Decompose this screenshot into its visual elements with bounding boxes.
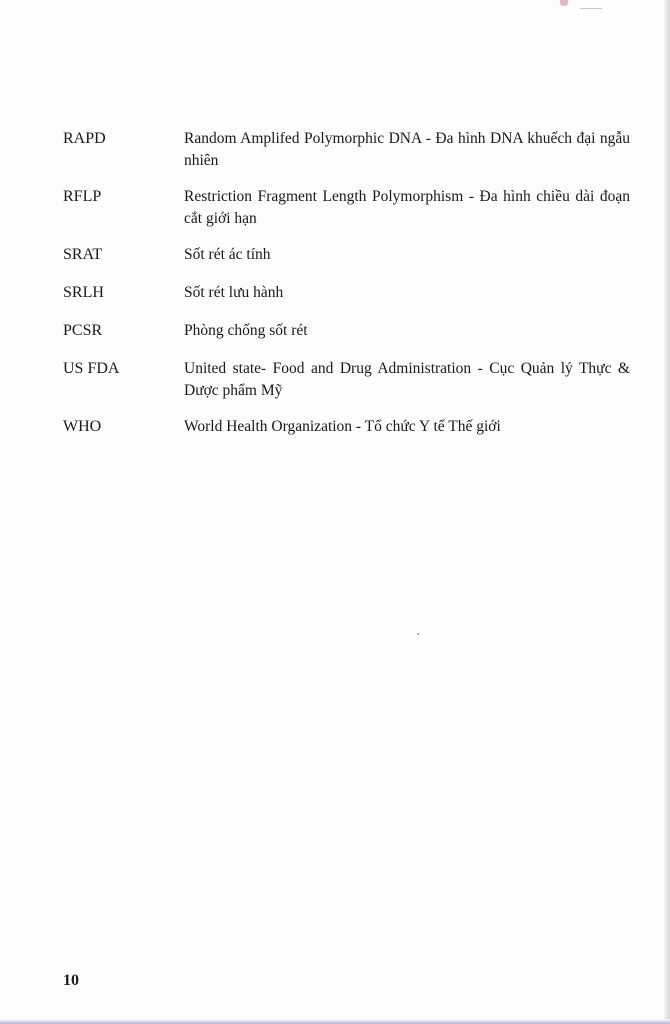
page-bottom-edge: [0, 1019, 670, 1024]
abbreviation-term: PCSR: [63, 322, 103, 339]
abbreviation-definition: Restriction Fragment Length Polymorphism - Đa hình chiều dài đoạn cắt giới hạn: [184, 188, 630, 227]
abbreviation-definition: World Health Organization - Tổ chức Y tế Thế giới: [184, 418, 501, 435]
page-right-edge: [664, 0, 670, 1024]
abbreviation-definition: United state- Food and Drug Administration - Cục Quản lý Thực & Dược phẩm Mỹ: [184, 360, 630, 399]
abbreviation-term: SRAT: [63, 246, 103, 263]
page-top-line: [580, 8, 602, 9]
abbreviation-term: RAPD: [63, 130, 106, 147]
abbreviation-term: SRLH: [63, 284, 104, 301]
page-corner-mark: [560, 0, 568, 6]
scan-speck: [417, 633, 419, 635]
abbreviation-definition: Sốt rét ác tính: [184, 246, 271, 263]
page-number: 10: [63, 972, 79, 989]
abbreviation-term: US FDA: [63, 360, 120, 377]
abbreviation-term: RFLP: [63, 188, 102, 205]
abbreviation-definition: Random Amplifed Polymorphic DNA - Đa hình DNA khuếch đại ngẫu nhiên: [184, 130, 630, 169]
abbreviation-definition: Sốt rét lưu hành: [184, 284, 284, 301]
abbreviation-definition: Phòng chống sốt rét: [184, 322, 308, 339]
abbreviation-term: WHO: [63, 418, 102, 435]
